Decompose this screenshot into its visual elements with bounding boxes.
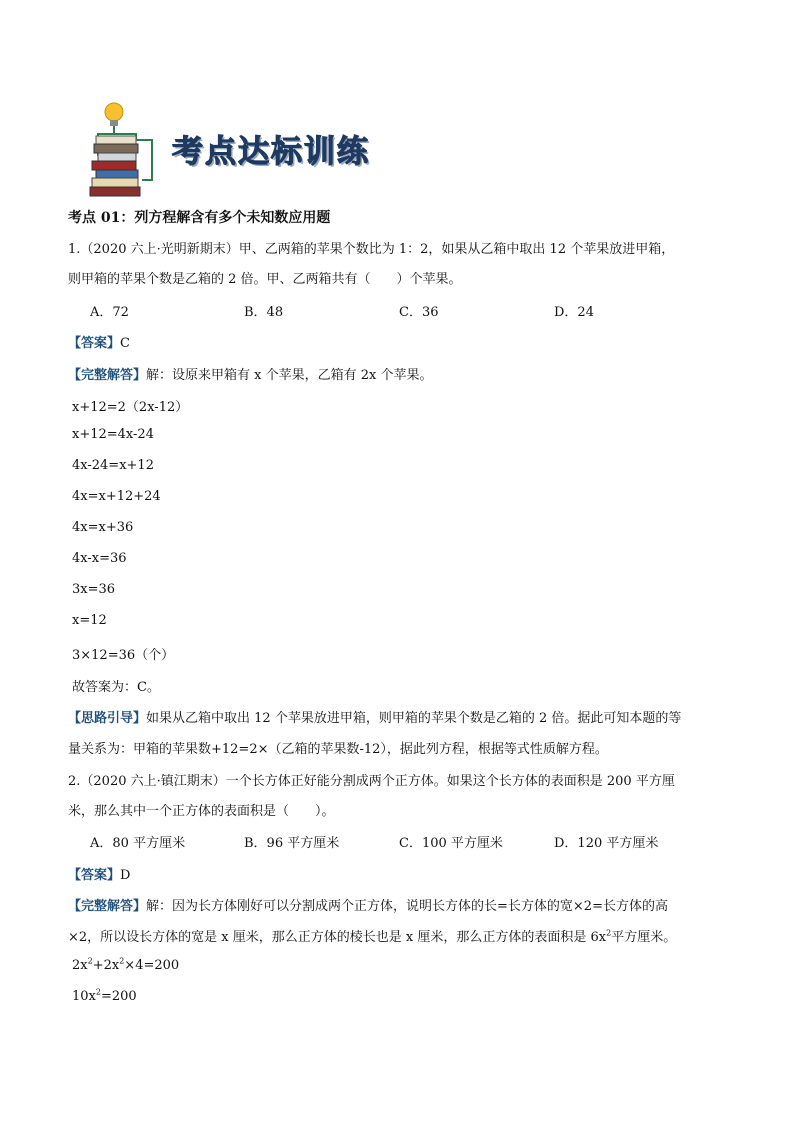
superscript: 2 xyxy=(119,956,125,966)
q1-option-b: B．48 xyxy=(244,305,284,320)
q1-step: 4x-x=36 xyxy=(72,551,127,566)
q2-solution-row xyxy=(68,895,668,914)
q2-equation-2 xyxy=(72,989,137,1004)
q2-stem-line2: 米，那么其中一个正方体的表面积是（ ）。 xyxy=(68,804,335,819)
q2-stem-line1: 2.（2020 六上·镇江期末）一个长方体正好能分割成两个正方体。如果这个长方体的表面积是 200 平方厘 xyxy=(68,774,675,789)
eq-term: 10x xyxy=(72,989,96,1004)
q1-step: x=12 xyxy=(72,613,107,628)
q2-option-b: B．96 平方厘米 xyxy=(244,836,340,851)
banner-title: 考点达标训练 xyxy=(172,134,370,170)
q2-equation-1 xyxy=(72,958,179,973)
q1-solution-row xyxy=(68,364,432,383)
q2-solution-line2 xyxy=(68,926,676,945)
q2-solution-line2-end: 平方厘米。 xyxy=(611,930,677,945)
q1-step: 4x=x+36 xyxy=(72,520,134,535)
q1-solution-tag: 【完整解答】 xyxy=(68,368,147,383)
q1-hint-tag: 【思路引导】 xyxy=(68,711,147,726)
q2-option-a: A．80 平方厘米 xyxy=(90,836,186,851)
eq-term: +2x xyxy=(92,958,120,973)
q1-option-c: C．36 xyxy=(399,305,439,320)
q1-option-d: D．24 xyxy=(554,305,594,320)
q1-hint-line1: 如果从乙箱中取出 12 个苹果放进甲箱，则甲箱的苹果个数是乙箱的 2 倍。据此可知本题的等 xyxy=(146,711,682,726)
q1-step: 3x=36 xyxy=(72,582,116,597)
superscript: 2 xyxy=(87,956,93,966)
eq-term: 2x xyxy=(72,958,88,973)
q1-step: x+12=4x-24 xyxy=(72,427,154,442)
section-heading: 考点 01：列方程解含有多个未知数应用题 xyxy=(68,210,331,226)
q1-answer-row xyxy=(68,332,130,351)
q1-hint-line2: 量关系为：甲箱的苹果数+12=2×（乙箱的苹果数-12），据此列方程，根据等式性质解方程。 xyxy=(68,742,608,757)
q2-answer-tag: 【答案】 xyxy=(68,868,121,883)
q1-stem-line2: 则甲箱的苹果个数是乙箱的 2 倍。甲、乙两箱共有（ ）个苹果。 xyxy=(68,272,462,287)
superscript: 2 xyxy=(95,987,101,997)
eq-term: ×4=200 xyxy=(124,958,180,973)
q1-step: 3×12=36（个） xyxy=(72,648,175,663)
q2-solution-line1: 解：因为长方体刚好可以分割成两个正方体，说明长方体的长=长方体的宽×2=长方体的高 xyxy=(146,899,668,914)
q1-hint-row xyxy=(68,707,681,726)
superscript: 2 xyxy=(606,928,612,938)
q2-solution-tag: 【完整解答】 xyxy=(68,899,147,914)
books-lightbulb-icon xyxy=(86,100,166,198)
eq-term: =200 xyxy=(100,989,137,1004)
q1-conclusion: 故答案为：C。 xyxy=(72,680,160,695)
q1-solution-intro: 解：设原来甲箱有 x 个苹果，乙箱有 2x 个苹果。 xyxy=(146,368,433,383)
q2-option-d: D．120 平方厘米 xyxy=(554,836,659,851)
q2-answer: D xyxy=(120,868,131,883)
q1-answer-tag: 【答案】 xyxy=(68,336,121,351)
q1-step: 4x-24=x+12 xyxy=(72,458,154,473)
q1-step: 4x=x+12+24 xyxy=(72,489,161,504)
q1-step: x+12=2（2x-12） xyxy=(72,400,189,415)
q2-answer-row xyxy=(68,864,130,883)
q2-solution-line2-text: ×2，所以设长方体的宽是 x 厘米，那么正方体的棱长也是 x 厘米，那么正方体的表面积是 6x xyxy=(68,930,607,945)
q2-option-c: C．100 平方厘米 xyxy=(399,836,503,851)
q1-stem-line1: 1.（2020 六上·光明新期末）甲、乙两箱的苹果个数比为 1：2，如果从乙箱中取出 12 个苹果放进甲箱， xyxy=(68,242,675,257)
q1-answer: C xyxy=(120,336,130,351)
q1-option-a: A．72 xyxy=(90,305,129,320)
